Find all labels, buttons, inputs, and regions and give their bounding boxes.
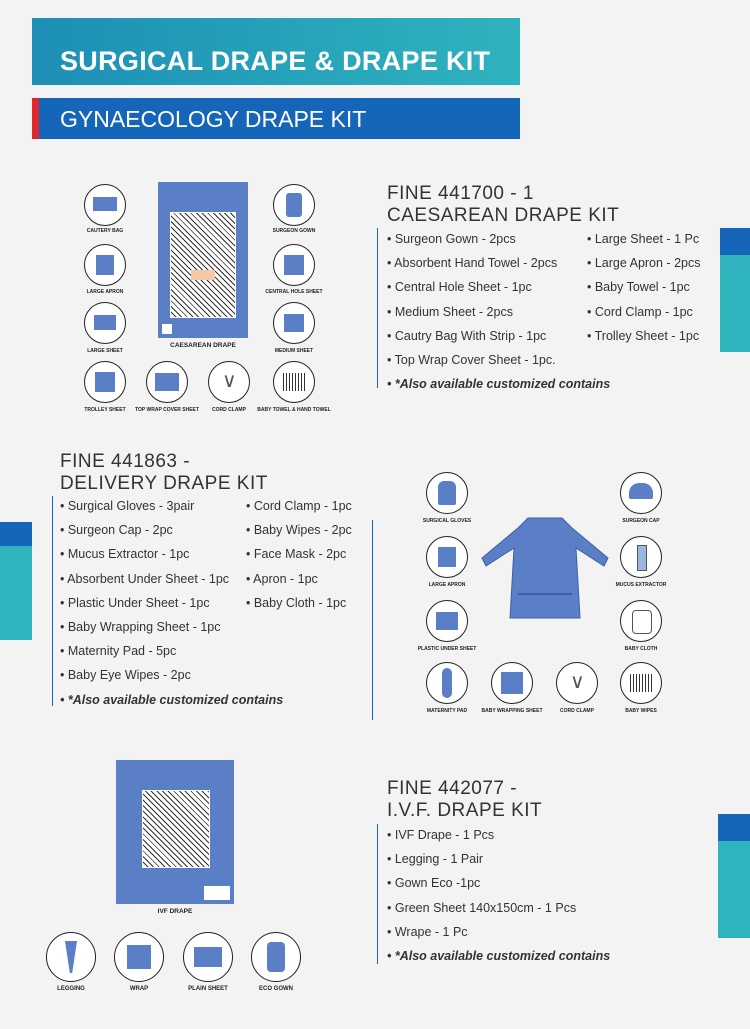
list-item: • Large Apron - 2pcs	[587, 256, 701, 271]
icon-label: BABY TOWEL & HAND TOWEL	[257, 407, 331, 413]
icon-label: LARGE APRON	[86, 289, 124, 295]
icon-label: SURGICAL GLOVES	[422, 518, 472, 524]
list-item: • Gown Eco -1pc	[387, 876, 481, 891]
subtitle-banner	[32, 98, 520, 139]
kit1-name: CAESAREAN DRAPE KIT	[387, 205, 620, 226]
list-item: • Green Sheet 140x150cm - 1 Pcs	[387, 900, 577, 915]
list-item: • Central Hole Sheet - 1pc	[387, 280, 532, 295]
trolley-sheet-icon	[84, 361, 126, 403]
large-sheet-icon	[84, 302, 126, 344]
eco-gown-icon	[251, 932, 301, 982]
kit1-list-col2	[587, 227, 700, 348]
medium-sheet-icon	[273, 302, 315, 344]
page-subtitle: GYNAECOLOGY DRAPE KIT	[60, 106, 367, 132]
kit1-title	[387, 183, 619, 227]
plastic-under-sheet-icon	[426, 600, 468, 642]
list-item: • Cord Clamp - 1pc	[587, 304, 693, 319]
kit2-note: • *Also available customized contains	[60, 692, 284, 707]
side-tab-blue	[720, 228, 750, 255]
list-item: • Legging - 1 Pair	[387, 852, 484, 867]
icon-label: BABY WRAPPING SHEET	[481, 708, 543, 714]
baby-wipes-icon	[620, 662, 662, 704]
page-title: SURGICAL DRAPE & DRAPE KIT	[60, 46, 491, 76]
kit1-note: • *Also available customized contains	[387, 377, 611, 392]
cord-clamp-icon: ∨	[208, 361, 250, 403]
kit3-name: I.V.F. DRAPE KIT	[387, 800, 543, 821]
list-item: • Large Sheet - 1 Pc	[587, 232, 700, 246]
list-item: • Apron - 1pc	[246, 571, 318, 586]
list-item: • Absorbent Under Sheet - 1pc	[60, 571, 230, 586]
icon-label: CAUTERY BAG	[86, 228, 124, 234]
list-item: • Plastic Under Sheet - 1pc	[60, 595, 210, 610]
list-item: • Baby Eye Wipes - 2pc	[60, 668, 191, 683]
ivf-drape-image	[116, 760, 234, 904]
legging-icon	[46, 932, 96, 982]
divider	[377, 824, 378, 964]
side-tab-blue	[718, 814, 750, 841]
list-item: • Absorbent Hand Towel - 2pcs	[387, 256, 558, 271]
list-item: • Baby Wrapping Sheet - 1pc	[60, 619, 221, 634]
side-tab-teal	[0, 546, 32, 640]
list-item: • Surgical Gloves - 3pair	[60, 499, 195, 513]
icon-label: TROLLEY SHEET	[84, 407, 126, 413]
list-item: • IVF Drape - 1 Pcs	[387, 828, 495, 842]
kit2-name: DELIVERY DRAPE KIT	[60, 473, 268, 494]
divider	[52, 496, 53, 706]
surgical-gloves-icon	[426, 472, 468, 514]
list-item: • Baby Wipes - 2pc	[246, 523, 352, 538]
icon-label: MATERNITY PAD	[426, 708, 468, 714]
list-item: • Face Mask - 2pc	[246, 547, 347, 562]
plain-sheet-icon	[183, 932, 233, 982]
icon-label: CORD CLAMP	[212, 407, 246, 413]
icon-label: LARGE APRON	[428, 582, 466, 588]
kit2-title	[60, 451, 268, 495]
side-tab-teal	[720, 255, 750, 352]
wrap-icon	[114, 932, 164, 982]
kit3-note: • *Also available customized contains	[387, 948, 611, 963]
icon-label: WRAP	[129, 986, 149, 992]
list-item: • Surgeon Cap - 2pc	[60, 523, 173, 538]
kit1-code: FINE 441700 - 1	[387, 183, 534, 204]
mucus-extractor-icon	[620, 536, 662, 578]
gown-image	[480, 514, 610, 624]
list-item: • Medium Sheet - 2pcs	[387, 304, 513, 319]
side-tab-teal	[718, 841, 750, 938]
caesarean-illustration	[78, 178, 338, 418]
icon-label: LEGGING	[57, 986, 85, 992]
maternity-pad-icon	[426, 662, 468, 704]
list-item: • Maternity Pad - 5pc	[60, 644, 177, 659]
side-tab-blue	[0, 522, 32, 546]
list-item: • Surgeon Gown - 2pcs	[387, 232, 516, 246]
list-item: • Cautry Bag With Strip - 1pc	[387, 328, 547, 343]
kit3-title	[387, 778, 542, 822]
icon-label: PLAIN SHEET	[188, 986, 228, 992]
delivery-illustration	[416, 466, 676, 716]
icon-label: MUCUS EXTRACTOR	[615, 582, 667, 588]
caesarean-drape-image	[158, 182, 248, 338]
list-item: • Baby Towel - 1pc	[587, 280, 690, 295]
list-item: • Wrape - 1 Pc	[387, 924, 468, 939]
baby-cloth-icon	[620, 600, 662, 642]
list-item: • Top Wrap Cover Sheet - 1pc.	[387, 352, 556, 367]
large-apron-icon	[426, 536, 468, 578]
kit3-list	[387, 823, 610, 968]
list-item: • Cord Clamp - 1pc	[246, 499, 352, 513]
icon-label: BABY CLOTH	[624, 646, 658, 652]
list-item: • Baby Cloth - 1pc	[246, 595, 347, 610]
icon-label: PLASTIC UNDER SHEET	[417, 646, 477, 652]
icon-label: LARGE SHEET	[87, 348, 123, 354]
kit1-list-col1	[387, 227, 610, 396]
icon-label: BABY WIPES	[625, 708, 657, 714]
kit2-code: FINE 441863 -	[60, 451, 191, 472]
caesarean-drape-label: CAESAREAN DRAPE	[170, 342, 236, 349]
divider	[377, 228, 378, 388]
baby-towel-icon	[273, 361, 315, 403]
icon-label: CENTRAL HOLE SHEET	[265, 289, 323, 295]
red-accent	[32, 98, 39, 139]
icon-label: MEDIUM SHEET	[274, 348, 314, 354]
baby-wrapping-sheet-icon	[491, 662, 533, 704]
title-banner	[32, 18, 520, 85]
icon-label: SURGEON CAP	[622, 518, 660, 524]
surgeon-gown-icon	[273, 184, 315, 226]
icon-label: SURGEON GOWN	[272, 228, 316, 234]
top-wrap-icon	[146, 361, 188, 403]
list-item: • Trolley Sheet - 1pc	[587, 328, 700, 343]
cord-clamp-icon: ∨	[556, 662, 598, 704]
list-item: • Mucus Extractor - 1pc	[60, 547, 190, 562]
kit3-code: FINE 442077 -	[387, 778, 518, 799]
icon-label: TOP WRAP COVER SHEET	[135, 407, 199, 413]
surgeon-cap-icon	[620, 472, 662, 514]
divider	[372, 520, 373, 720]
kit2-list-col2	[246, 494, 352, 615]
ivf-drape-label: IVF DRAPE	[157, 908, 193, 915]
icon-label: ECO GOWN	[259, 986, 293, 992]
central-hole-sheet-icon	[273, 244, 315, 286]
large-apron-icon	[84, 244, 126, 286]
icon-label: CORD CLAMP	[560, 708, 594, 714]
cautery-bag-icon	[84, 184, 126, 226]
ivf-illustration	[40, 758, 320, 998]
